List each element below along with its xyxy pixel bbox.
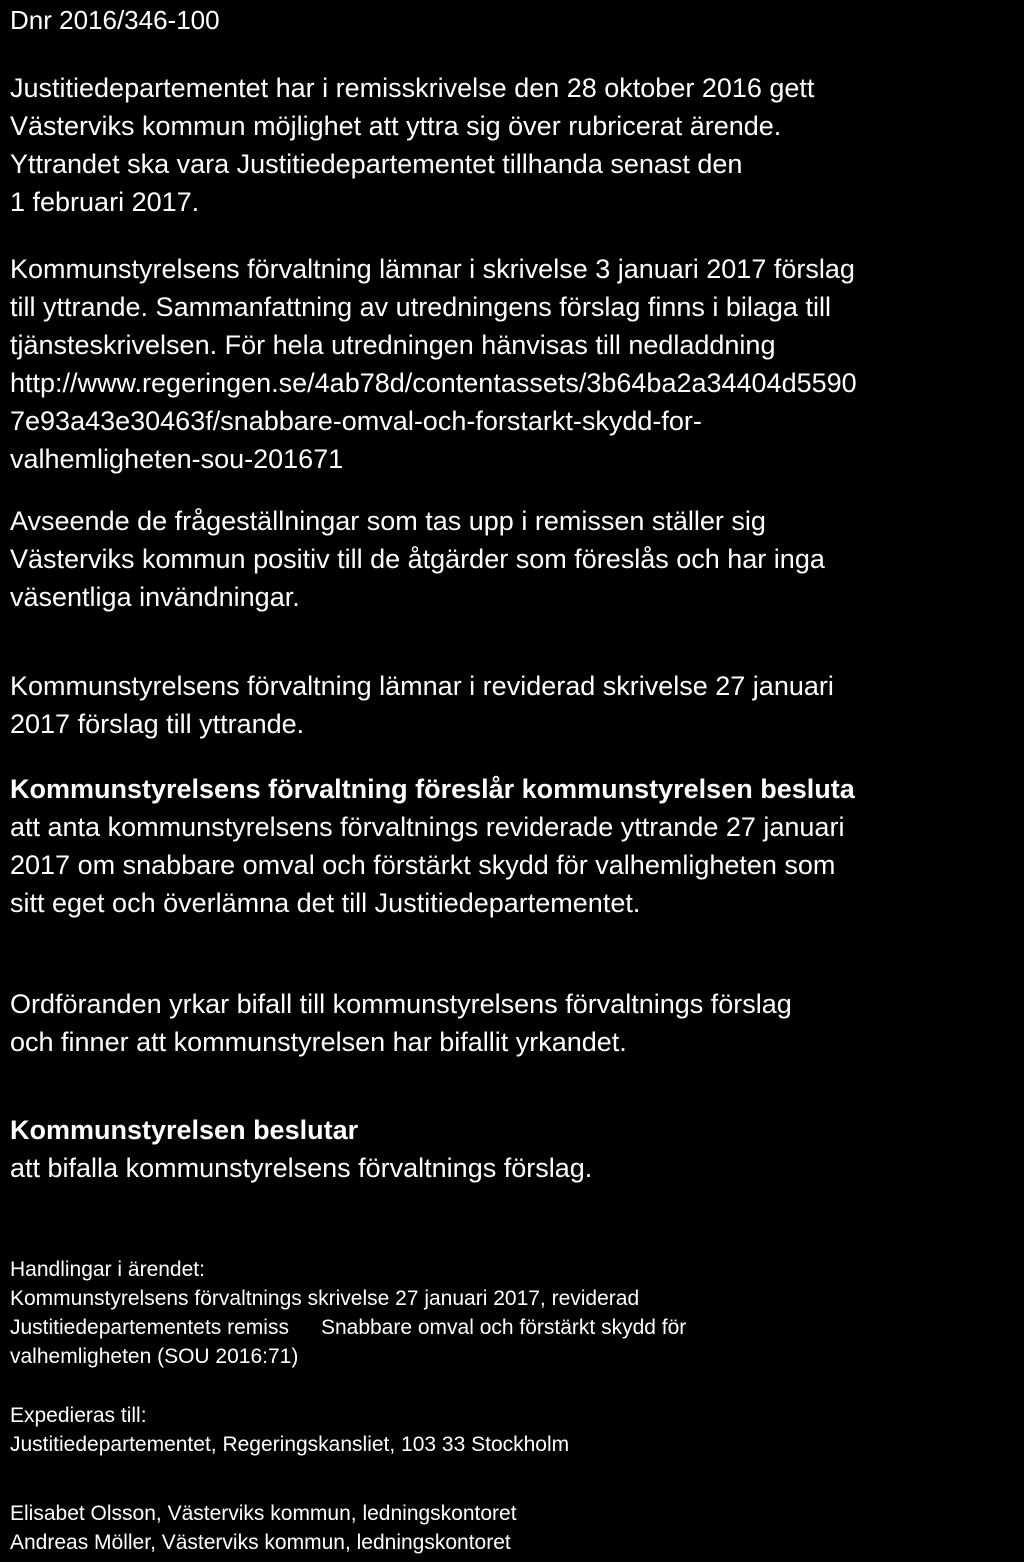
recipients-section (10, 1499, 1014, 1557)
paragraph-line: Avseende de frågeställningar som tas upp i remissen ställer sig (10, 506, 766, 536)
paragraph-kommun-stallningstagande (10, 502, 1014, 616)
paragraph-line: Yttrandet ska vara Justitiedepartementet tillhanda senast den (10, 149, 743, 179)
download-link-line: 7e93a43e30463f/snabbare-omval-och-forstarkt-skydd-for- (10, 406, 702, 436)
paragraph-ordforande-yrkande (10, 985, 1014, 1061)
handlingar-remiss-title: Snabbare omval och förstärkt skydd för (320, 1316, 687, 1339)
handlingar-line (10, 1313, 1014, 1342)
paragraph-forvaltning-foreslar (10, 770, 1014, 922)
paragraph-line: 2017 om snabbare omval och förstärkt skydd för valhemligheten som (10, 850, 836, 880)
paragraph-beslut (10, 1111, 1014, 1187)
paragraph-line: Kommunstyrelsens förvaltning lämnar i skrivelse 3 januari 2017 förslag (10, 254, 855, 284)
download-link-line: http://www.regeringen.se/4ab78d/contentassets/3b64ba2a34404d5590 (10, 368, 857, 398)
paragraph-line: 2017 förslag till yttrande. (10, 709, 305, 739)
expedieras-section (10, 1401, 1014, 1459)
paragraph-forvaltning-forslag (10, 250, 1014, 478)
handlingar-section (10, 1255, 1014, 1371)
paragraph-line: sitt eget och överlämna det till Justitiedepartementet. (10, 888, 641, 918)
paragraph-line: och finner att kommunstyrelsen har bifallit yrkandet. (10, 1027, 627, 1057)
paragraph-line: tjänsteskrivelsen. För hela utredningen hänvisas till nedladdning (10, 330, 776, 360)
handlingar-line: valhemligheten (SOU 2016:71) (10, 1345, 299, 1368)
paragraph-line: att anta kommunstyrelsens förvaltnings reviderade yttrande 27 januari (10, 812, 845, 842)
paragraph-line: till yttrande. Sammanfattning av utredningens förslag finns i bilaga till (10, 292, 831, 322)
download-link-line: valhemligheten-sou-201671 (10, 444, 344, 474)
recipient-line: Andreas Möller, Västerviks kommun, ledningskontoret (10, 1531, 511, 1554)
handlingar-line: Kommunstyrelsens förvaltnings skrivelse 27 januari 2017, reviderad (10, 1287, 640, 1310)
paragraph-reviderad-skrivelse (10, 667, 1014, 743)
paragraph-line: Västerviks kommun positiv till de åtgärder som föreslås och har inga (10, 544, 825, 574)
paragraph-line: Ordföranden yrkar bifall till kommunstyrelsens förvaltnings förslag (10, 989, 792, 1019)
paragraph-line: att bifalla kommunstyrelsens förvaltnings förslag. (10, 1153, 593, 1183)
handlingar-label: Handlingar i ärendet: (10, 1258, 205, 1281)
section-heading: Kommunstyrelsen beslutar (10, 1115, 359, 1145)
paragraph-line: väsentliga invändningar. (10, 582, 300, 612)
handlingar-remiss-label: Justitiedepartementets remiss (10, 1316, 289, 1339)
paragraph-line: Kommunstyrelsens förvaltning lämnar i reviderad skrivelse 27 januari (10, 671, 834, 701)
document-number (10, 2, 1014, 38)
section-heading: Kommunstyrelsens förvaltning föreslår kommunstyrelsen besluta (10, 774, 855, 804)
paragraph-line: Justitiedepartementet har i remisskrivelse den 28 oktober 2016 gett (10, 73, 815, 103)
paragraph-line: 1 februari 2017. (10, 187, 200, 217)
paragraph-remiss-intro (10, 69, 1014, 221)
expedieras-label: Expedieras till: (10, 1404, 147, 1427)
dnr-text: Dnr 2016/346-100 (10, 5, 220, 35)
expedieras-line: Justitiedepartementet, Regeringskansliet, 103 33 Stockholm (10, 1433, 570, 1456)
recipient-line: Elisabet Olsson, Västerviks kommun, ledningskontoret (10, 1502, 517, 1525)
paragraph-line: Västerviks kommun möjlighet att yttra sig över rubricerat ärende. (10, 111, 782, 141)
